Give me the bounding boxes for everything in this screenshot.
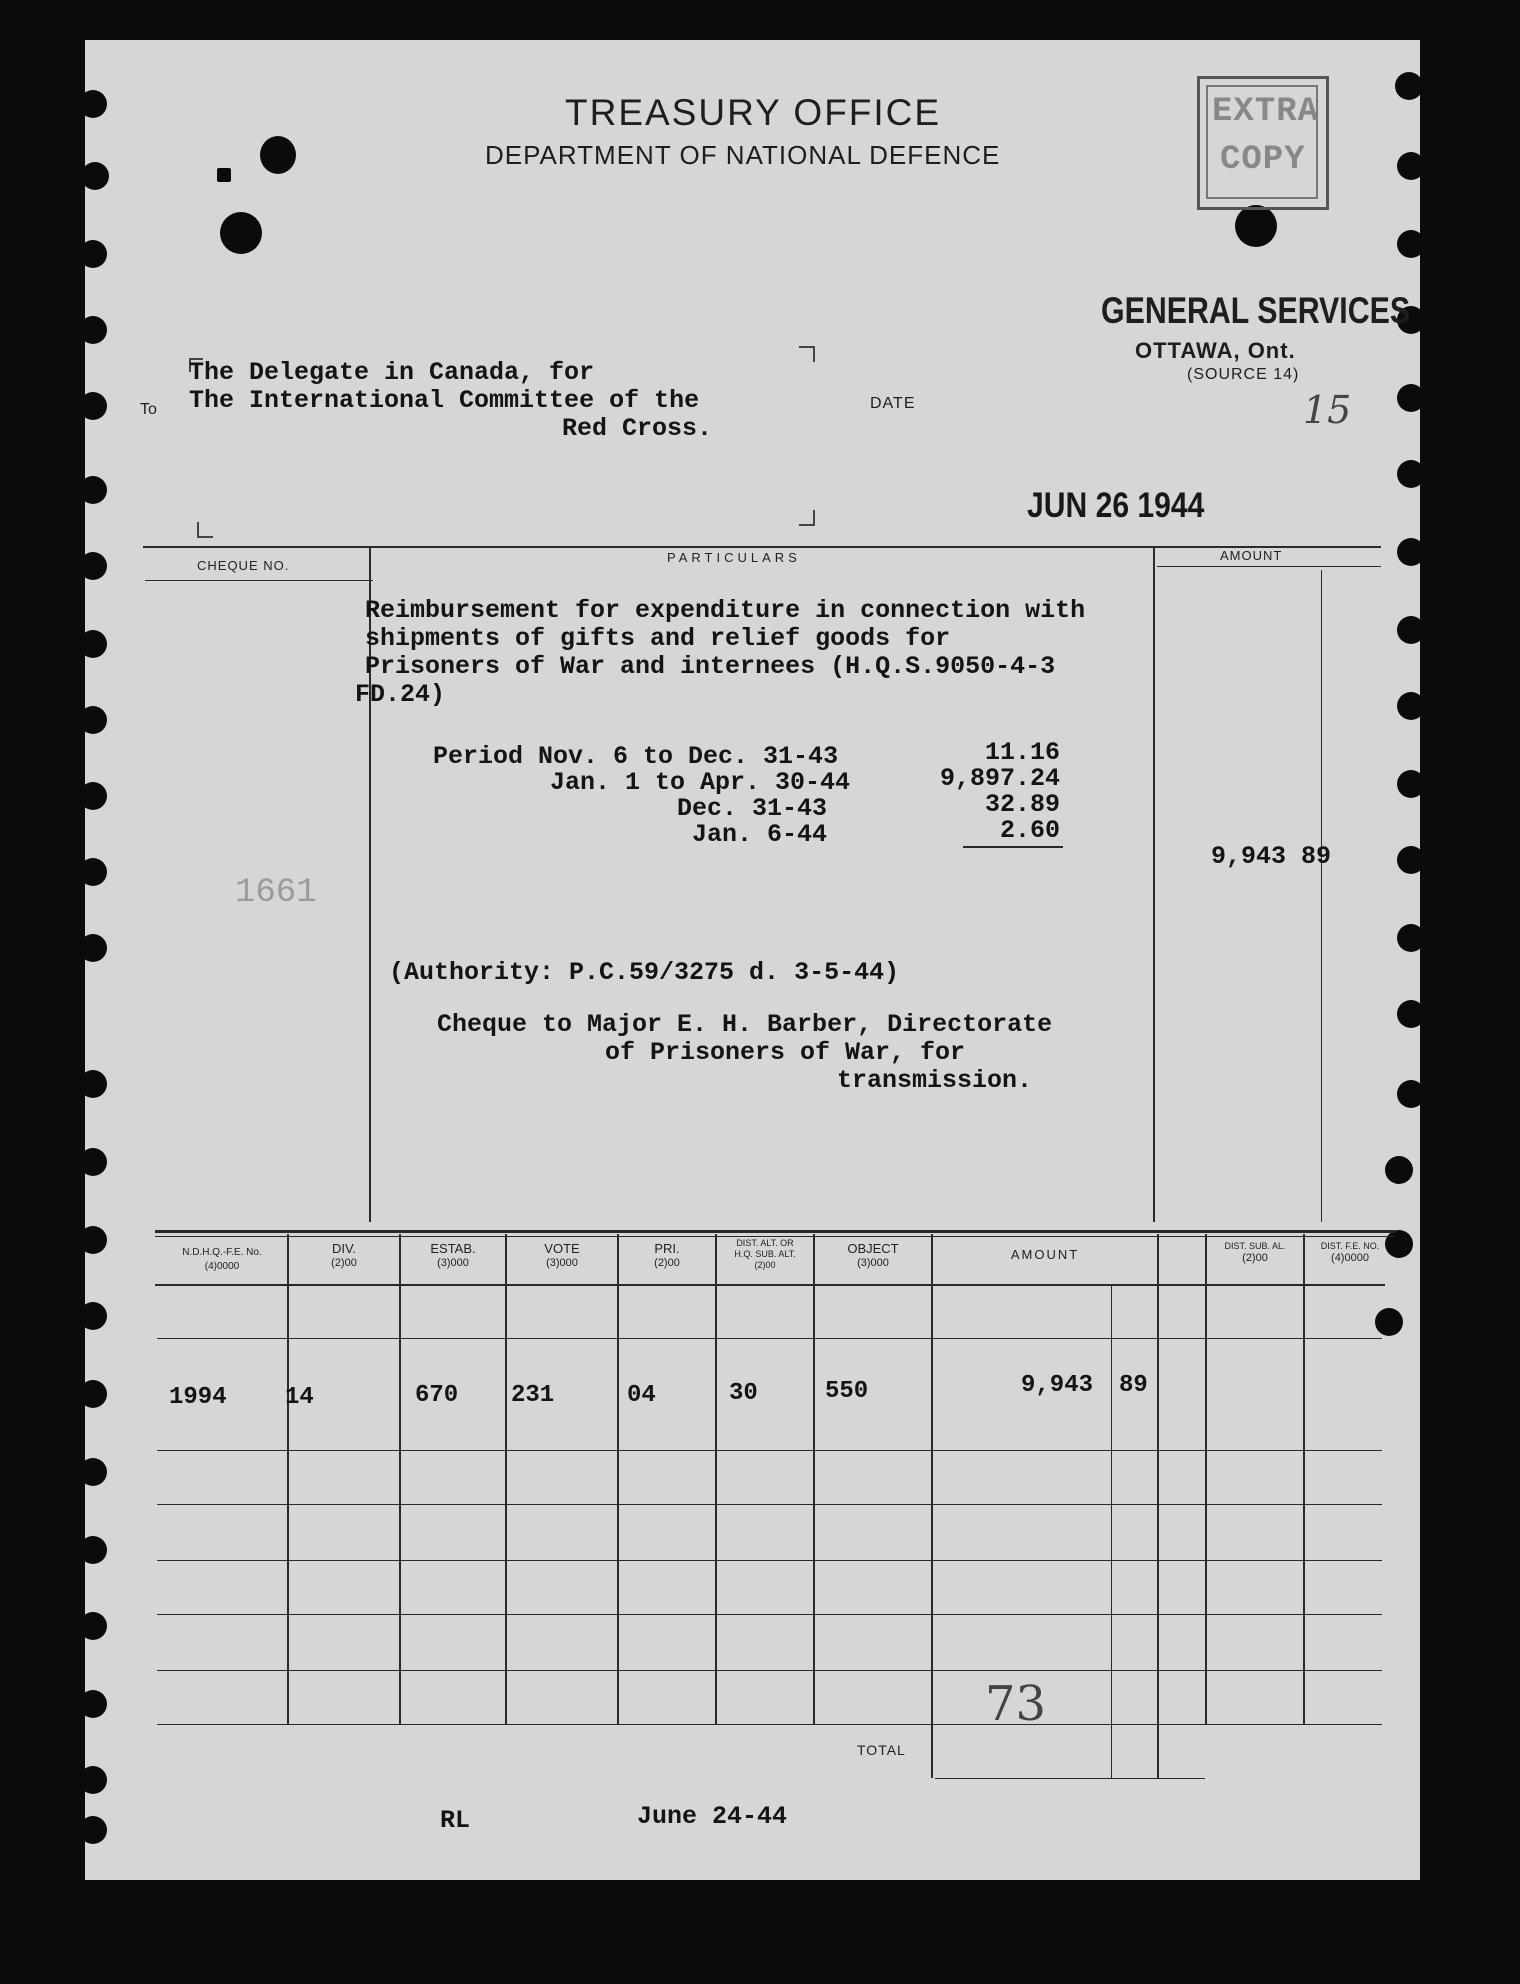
punch-hole: [79, 706, 107, 734]
punch-hole: [79, 240, 107, 268]
table-rule: [1321, 570, 1322, 1222]
address-bracket: [197, 522, 213, 538]
cheque-line: transmission.: [837, 1066, 1033, 1095]
cheque-line: Cheque to Major E. H. Barber, Directorate: [437, 1010, 1053, 1039]
period-amount: 2.60: [999, 816, 1060, 845]
table-rule: [1153, 546, 1155, 1222]
punch-hole: [1385, 1156, 1413, 1184]
punch-hole: [79, 1458, 107, 1486]
coding-rule: [1303, 1234, 1305, 1724]
punch-hole: [1395, 72, 1423, 100]
punch-hole: [79, 392, 107, 420]
particulars-line: Reimbursement for expenditure in connection with: [365, 596, 1086, 625]
ink-blot: [1235, 205, 1277, 247]
particulars-header: PARTICULARS: [667, 550, 801, 565]
city-label: OTTAWA, Ont.: [1135, 338, 1296, 363]
total-label: TOTAL: [857, 1742, 906, 1758]
coding-rule: [155, 1236, 1395, 1237]
address-line: The Delegate in Canada, for: [189, 358, 595, 387]
punch-hole: [79, 1766, 107, 1794]
coding-cents-value: 89: [1119, 1372, 1148, 1399]
dist-value: 30: [729, 1380, 758, 1407]
punch-hole: [79, 1148, 107, 1176]
period-label: Dec. 31-43: [677, 794, 828, 823]
punch-hole: [79, 630, 107, 658]
punch-hole: [1375, 1308, 1403, 1336]
date-label: DATE: [870, 395, 916, 412]
punch-hole: [79, 1380, 107, 1408]
punch-hole: [79, 782, 107, 810]
coding-amount-header: AMOUNT: [1010, 1247, 1080, 1262]
handwritten-total: 73: [985, 1676, 1047, 1732]
punch-hole: [79, 316, 107, 344]
coding-rule: [813, 1234, 815, 1724]
punch-hole: [1397, 1000, 1425, 1028]
cheque-no-header: CHEQUE NO.: [197, 558, 290, 573]
punch-hole: [79, 1612, 107, 1640]
coding-rule: [155, 1284, 1385, 1286]
punch-hole: [81, 162, 109, 190]
coding-rule: [617, 1234, 619, 1724]
estab-header: ESTAB. (3)000: [430, 1241, 476, 1269]
div-header: DIV. (2)00: [331, 1241, 357, 1269]
extra-copy-stamp: [1197, 76, 1329, 210]
particulars-line: FD.24): [355, 680, 446, 709]
general-services-title: GENERAL SERVICES: [1101, 290, 1411, 331]
punch-hole: [1397, 538, 1425, 566]
to-label: To: [140, 401, 157, 418]
authority-line: (Authority: P.C.59/3275 d. 3-5-44): [389, 958, 900, 987]
coding-rule: [505, 1234, 507, 1724]
coding-rule: [157, 1670, 1382, 1671]
sum-underline: [963, 846, 1063, 848]
vote-value: 231: [511, 1382, 555, 1409]
initials: RL: [440, 1806, 471, 1835]
punch-hole: [79, 1816, 107, 1844]
object-value: 550: [825, 1378, 869, 1405]
coding-rule: [157, 1504, 1382, 1505]
estab-value: 670: [415, 1382, 459, 1409]
punch-hole: [79, 552, 107, 580]
table-rule: [143, 546, 1381, 548]
coding-rule: [935, 1778, 1205, 1779]
punch-hole: [79, 1690, 107, 1718]
period-label: Jan. 6-44: [692, 820, 828, 849]
punch-hole: [79, 934, 107, 962]
source-label: (SOURCE 14): [1187, 366, 1300, 383]
vote-header: VOTE (3)000: [544, 1241, 580, 1269]
stamp-text-extra: EXTRA: [1212, 93, 1320, 131]
document-page: [85, 40, 1420, 1880]
period-amount: 11.16: [984, 738, 1060, 767]
object-header: OBJECT (3)000: [847, 1241, 899, 1269]
footer-date: June 24-44: [637, 1802, 788, 1831]
punch-hole: [1397, 1080, 1425, 1108]
coding-rule: [157, 1338, 1382, 1339]
dist-fe-header: DIST. F.E. NO. (4)0000: [1320, 1241, 1380, 1264]
punch-hole: [1397, 384, 1425, 412]
coding-rule: [1111, 1284, 1112, 1778]
stamp-text-copy: COPY: [1220, 141, 1306, 179]
office-title: TREASURY OFFICE: [565, 92, 942, 133]
pri-header: PRI. (2)00: [654, 1241, 680, 1269]
punch-hole: [79, 90, 107, 118]
ink-blot: [217, 168, 231, 182]
address-bracket: [799, 510, 815, 526]
margin-number: 1661: [235, 874, 317, 912]
coding-rule: [157, 1450, 1382, 1451]
cheque-line: of Prisoners of War, for: [605, 1038, 966, 1067]
div-value: 14: [285, 1384, 314, 1411]
punch-hole: [79, 858, 107, 886]
punch-hole: [1397, 692, 1425, 720]
table-rule: [145, 580, 373, 581]
coding-rule: [715, 1234, 717, 1724]
period-label: Period Nov. 6 to Dec. 31-43: [433, 742, 839, 771]
table-rule: [1157, 566, 1381, 567]
pri-value: 04: [627, 1382, 656, 1409]
punch-hole: [1397, 846, 1425, 874]
punch-hole: [79, 476, 107, 504]
coding-rule: [399, 1234, 401, 1724]
date-stamp: JUN 26 1944: [1027, 486, 1205, 525]
coding-rule: [1205, 1234, 1207, 1724]
period-label: Jan. 1 to Apr. 30-44: [550, 768, 851, 797]
particulars-line: shipments of gifts and relief goods for: [365, 624, 951, 653]
ink-blot: [220, 212, 262, 254]
punch-hole: [79, 1070, 107, 1098]
ndhq-value: 1994: [169, 1384, 227, 1411]
punch-hole: [79, 1302, 107, 1330]
address-bracket: [799, 346, 815, 362]
coding-rule: [157, 1724, 1382, 1725]
particulars-total: 9,943 89: [1211, 842, 1332, 871]
punch-hole: [1397, 924, 1425, 952]
dist-alt-header: DIST. ALT. OR H.Q. SUB. ALT. (2)00: [734, 1238, 796, 1270]
punch-hole: [1397, 230, 1425, 258]
punch-hole: [1397, 460, 1425, 488]
period-amount: 32.89: [984, 790, 1060, 819]
punch-hole: [79, 1226, 107, 1254]
ndhq-header: N.D.H.Q.-F.E. No. (4)0000: [182, 1247, 262, 1272]
amount-header: AMOUNT: [1220, 548, 1283, 563]
coding-rule: [1157, 1234, 1159, 1778]
address-line: The International Committee of the: [189, 386, 700, 415]
punch-hole: [1397, 152, 1425, 180]
punch-hole: [1397, 616, 1425, 644]
ink-blot: [260, 136, 296, 174]
coding-rule: [931, 1234, 933, 1778]
coding-rule: [157, 1560, 1382, 1561]
coding-rule: [287, 1234, 289, 1724]
address-line: Red Cross.: [562, 414, 713, 443]
dist-sub-header: DIST. SUB. AL. (2)00: [1224, 1241, 1286, 1264]
period-amount: 9,897.24: [939, 764, 1060, 793]
particulars-line: Prisoners of War and internees (H.Q.S.9050-4-3: [365, 652, 1056, 681]
department-title: DEPARTMENT OF NATIONAL DEFENCE: [485, 140, 1001, 170]
coding-rule: [155, 1230, 1395, 1233]
handwritten-mark: 15: [1303, 388, 1352, 432]
punch-hole: [1397, 770, 1425, 798]
coding-amount-value: 9,943: [1021, 1372, 1094, 1399]
coding-rule: [157, 1614, 1382, 1615]
punch-hole: [79, 1536, 107, 1564]
